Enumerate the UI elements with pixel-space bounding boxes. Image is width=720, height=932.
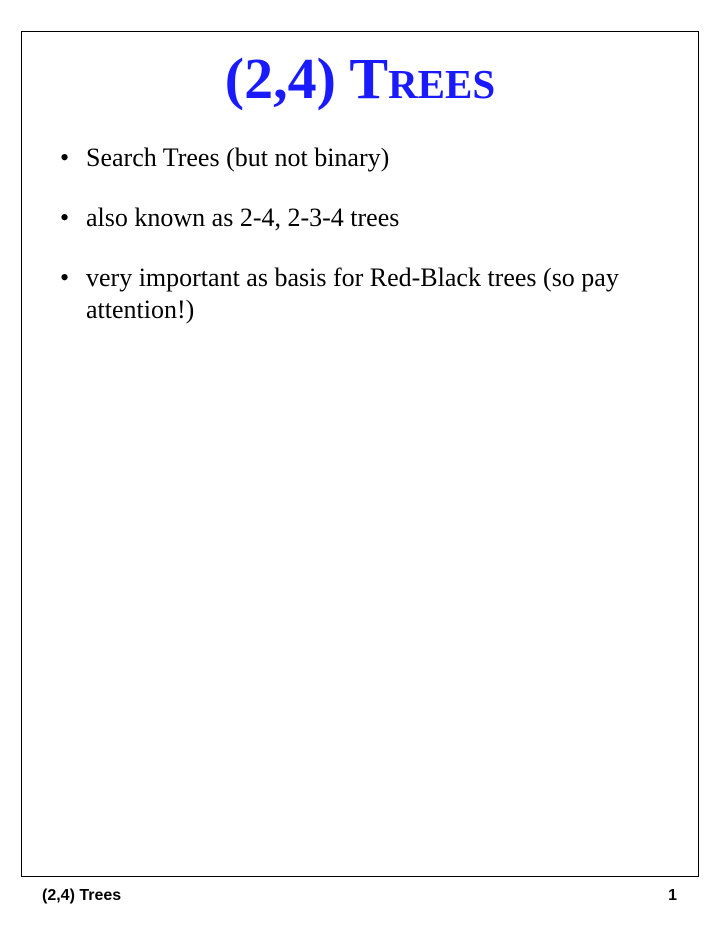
slide-title-prefix: (2,4) T	[224, 46, 389, 111]
slide-frame	[21, 31, 699, 877]
bullet-dot-icon: •	[60, 203, 70, 232]
bullet-list	[60, 142, 680, 354]
bullet-text: also known as 2-4, 2-3-4 trees	[86, 203, 400, 232]
bullet-item	[60, 202, 680, 234]
footer-title: (2,4) Trees	[42, 887, 122, 904]
bullet-item	[60, 142, 680, 174]
bullet-item	[60, 262, 680, 326]
slide-title	[22, 46, 698, 111]
bullet-dot-icon: •	[60, 143, 70, 172]
bullet-dot-icon: •	[60, 263, 70, 292]
bullet-text: very important as basis for Red-Black trees (so pay attention!)	[86, 263, 619, 324]
page-number: 1	[668, 887, 677, 904]
bullet-text: Search Trees (but not binary)	[86, 143, 390, 172]
slide-title-smallcaps: rees	[388, 46, 496, 111]
